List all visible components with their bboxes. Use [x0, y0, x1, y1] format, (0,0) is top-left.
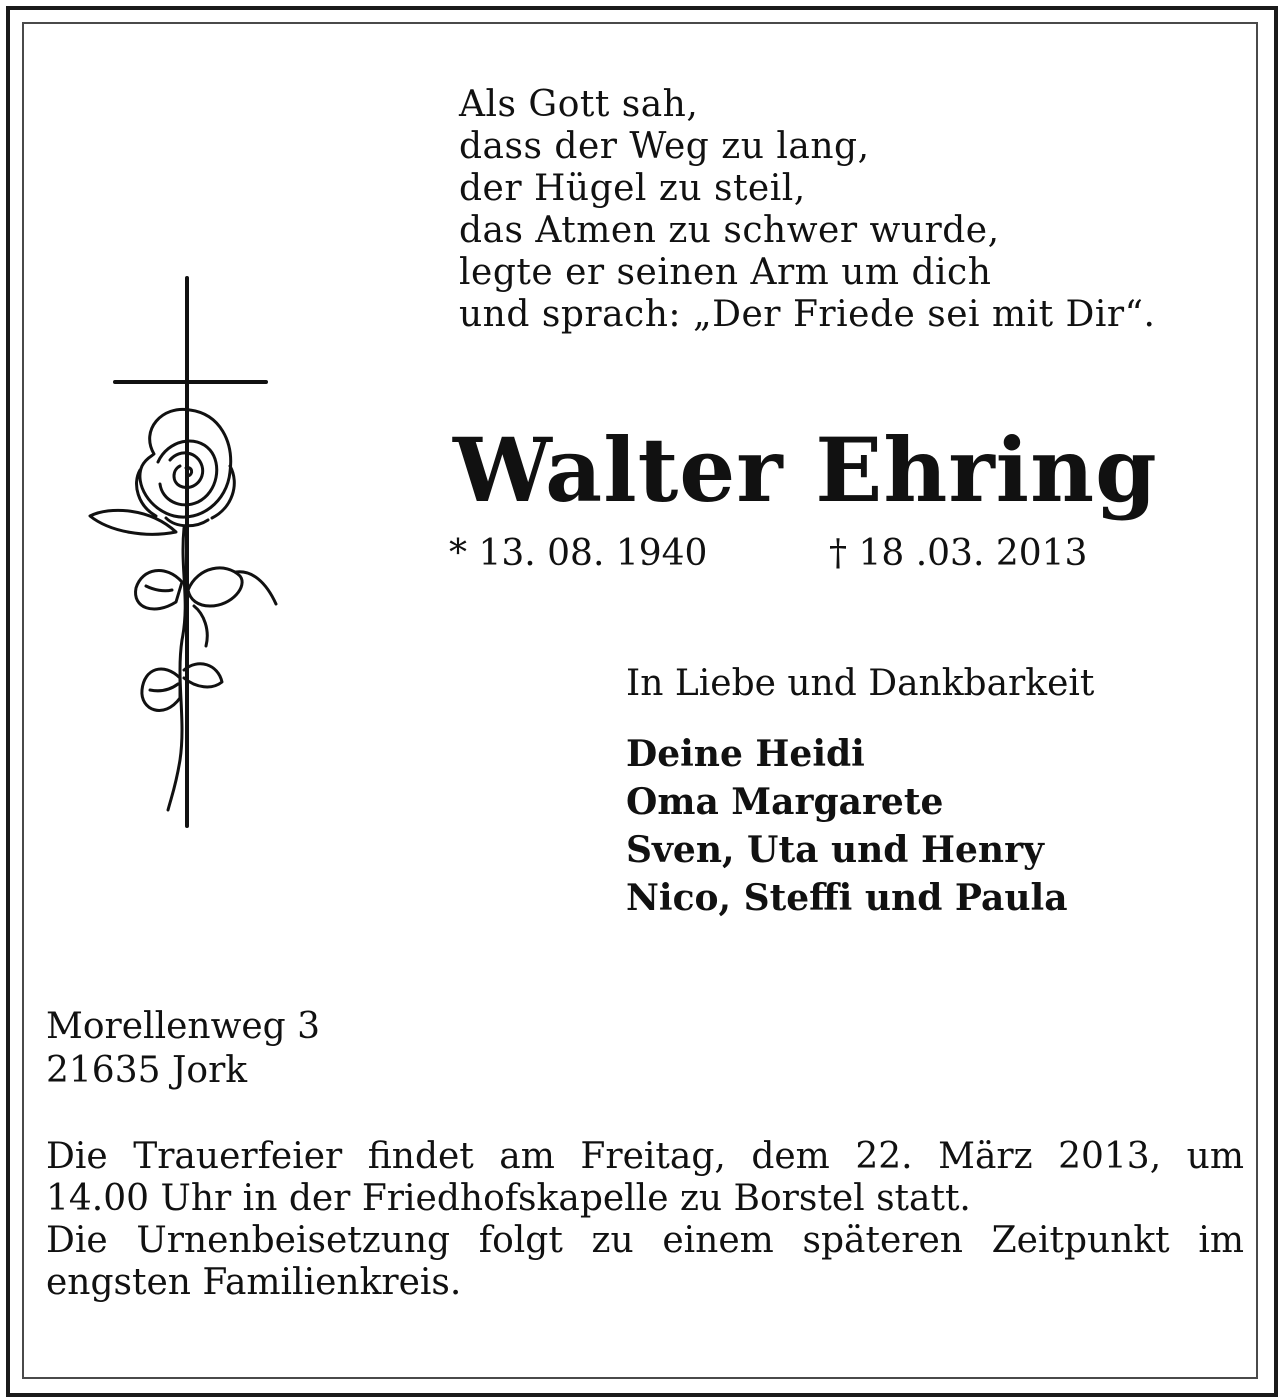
mourner-name: Nico, Steffi und Paula — [626, 877, 1068, 919]
death-date: † 18 .03. 2013 — [829, 533, 1088, 574]
rose-stem — [168, 528, 185, 810]
birth-date: * 13. 08. 1940 — [449, 533, 708, 574]
address-street: Morellenweg 3 — [46, 1006, 321, 1047]
mourner-name: Oma Margarete — [626, 781, 944, 823]
notice-line: engsten Familienkreis. — [46, 1262, 462, 1303]
poem-line: das Atmen zu schwer wurde, — [459, 210, 1000, 251]
life-dates — [449, 532, 1129, 578]
funeral-notice — [46, 1136, 1244, 1304]
address-block — [46, 1005, 320, 1093]
mourners-intro: In Liebe und Dankbarkeit — [626, 663, 1095, 704]
poem-line: Als Gott sah, — [459, 84, 699, 125]
poem-line: legte er seinen Arm um dich — [459, 252, 992, 293]
mourners-list — [626, 730, 1068, 922]
address-city: 21635 Jork — [46, 1050, 248, 1091]
notice-line: Die Urnenbeisetzung folgt zu einem späteren Zeitpunkt im — [46, 1220, 1244, 1261]
poem — [459, 84, 1249, 336]
notice-line: 14.00 Uhr in der Friedhofskapelle zu Borstel statt. — [46, 1178, 971, 1219]
mourner-name: Deine Heidi — [626, 733, 865, 775]
poem-line: der Hügel zu steil, — [459, 168, 806, 209]
mourner-name: Sven, Uta und Henry — [626, 829, 1044, 871]
poem-line: dass der Weg zu lang, — [459, 126, 870, 167]
poem-line: und sprach: „Der Friede sei mit Dir“. — [459, 294, 1156, 335]
deceased-name: Walter Ehring — [453, 418, 1158, 522]
cross-with-rose-icon — [80, 270, 290, 840]
notice-line: Die Trauerfeier findet am Freitag, dem 22. März 2013, um — [46, 1136, 1244, 1177]
